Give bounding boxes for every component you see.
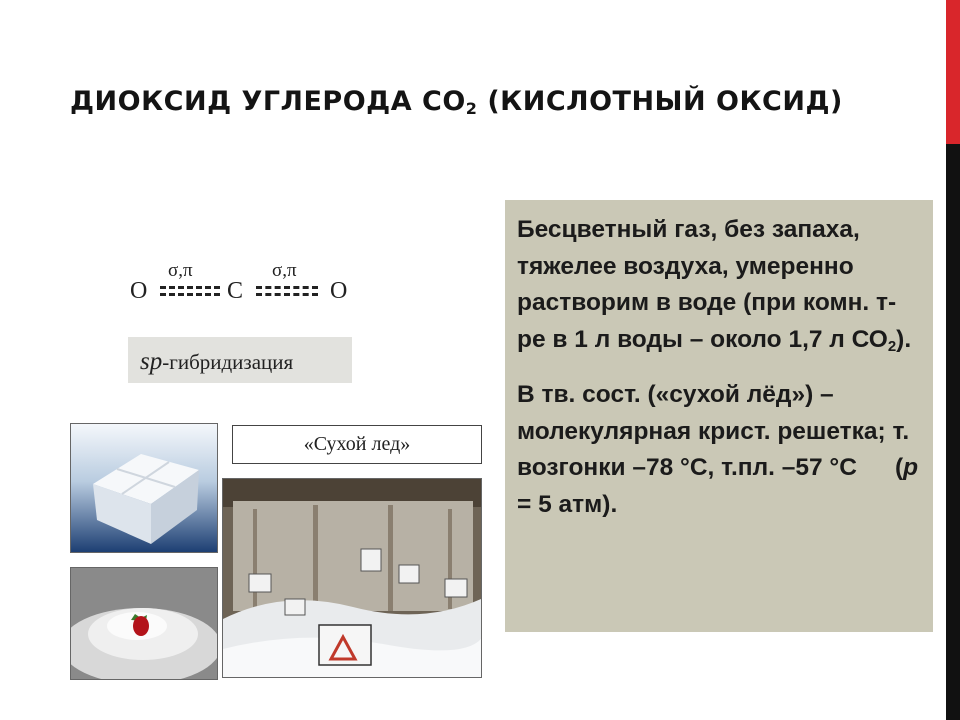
physical-properties-text: Бесцветный газ, без запаха, тяжелее воздуха, умеренно растворим в воде (при комн. т-ре в 1 л воды – около 1,7 л $СО_2$).: [517, 216, 912, 355]
dry-ice-caption: «Сухой лед»: [232, 425, 482, 464]
double-bond-right: [256, 284, 318, 298]
hybridization-label: sp-гибридизация: [128, 337, 352, 383]
accent-bar-red: [946, 0, 960, 144]
properties-info-box: [505, 200, 933, 632]
slide-title: ДИОКСИД УГЛЕРОДА $СО_2$ (КИСЛОТНЫЙ ОКСИД): [70, 86, 843, 118]
double-bond-left: [160, 284, 220, 298]
dry-ice-exhibit-photo: [222, 478, 482, 678]
dry-ice-block-photo: [70, 423, 218, 553]
solid-state-text: В тв. сост. («сухой лёд») – молекулярная крист. решетка; т. возгонки –78 °С, т.пл. –57 °С (р = 5 атм).: [517, 381, 919, 518]
co2-structural-formula: [126, 260, 366, 310]
atom-carbon: C: [227, 278, 244, 304]
bond-label-right: σ,π: [272, 260, 297, 281]
atom-oxygen-left: O: [130, 278, 148, 304]
atom-oxygen-right: O: [330, 278, 348, 304]
accent-bar-dark: [946, 144, 960, 720]
dry-ice-strawberry-photo: [70, 567, 218, 680]
bond-label-left: σ,π: [168, 260, 193, 281]
